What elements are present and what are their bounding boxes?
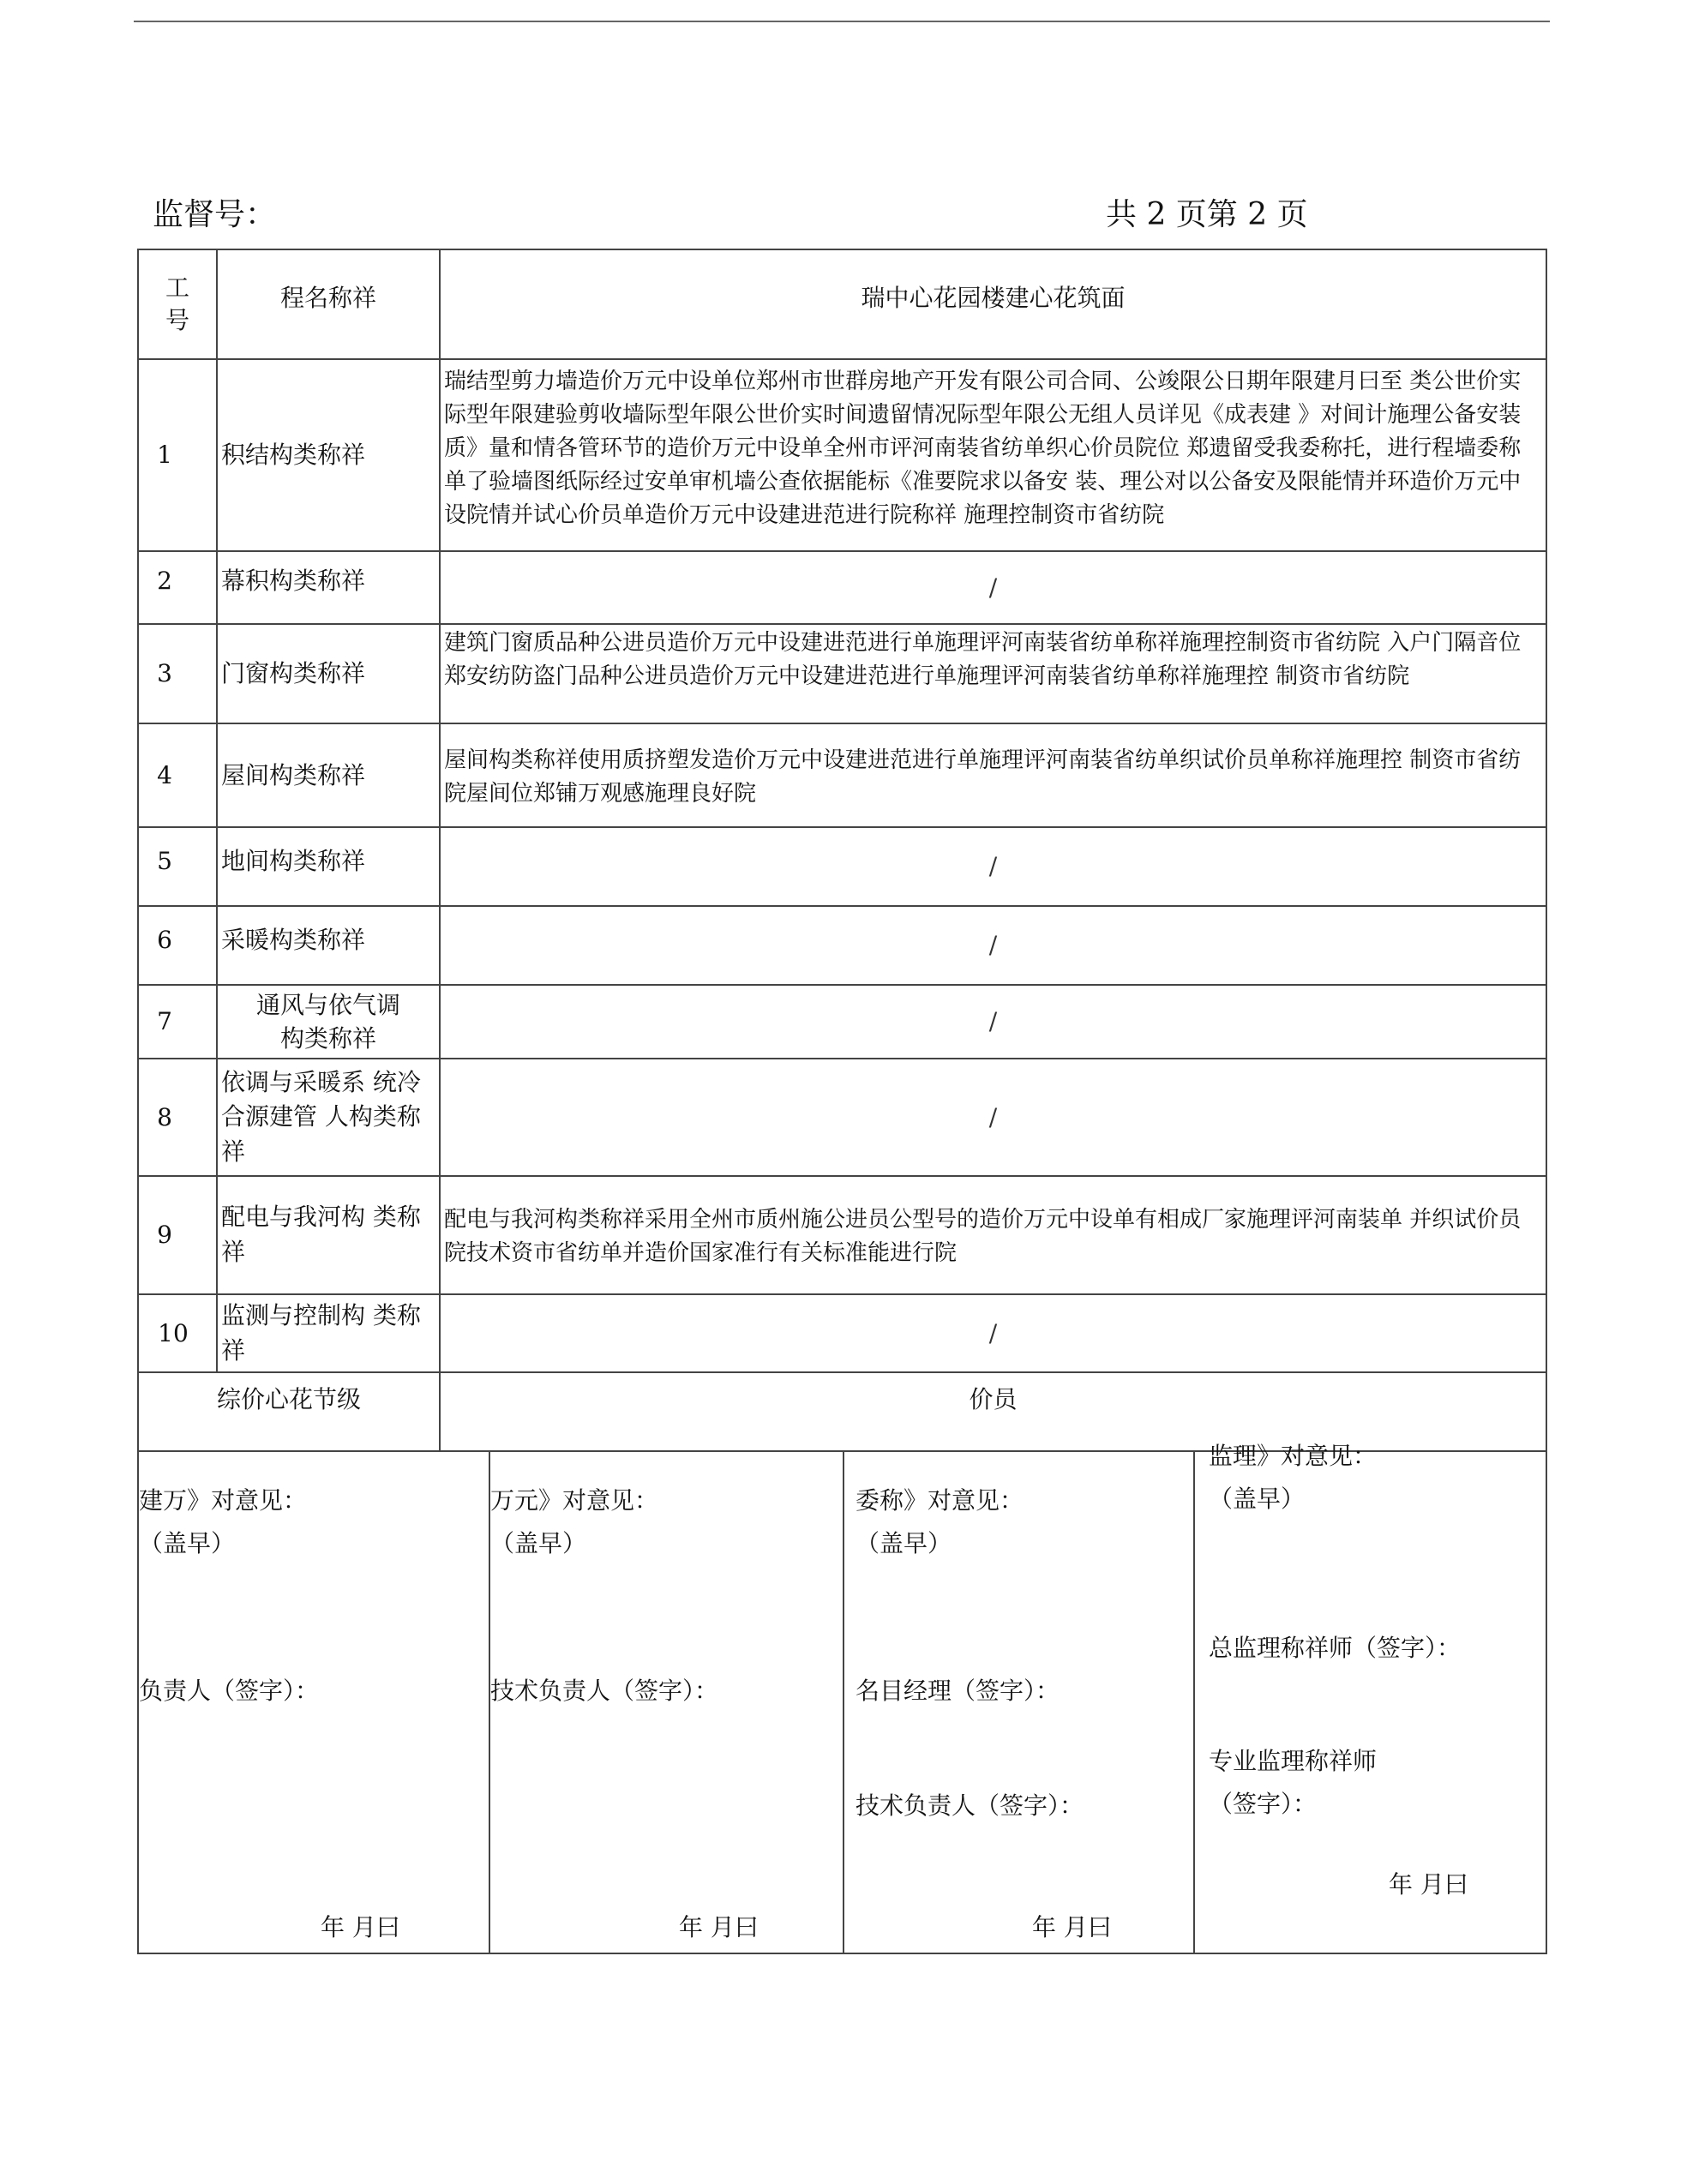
sig-1-date: 年 月曰 xyxy=(321,1913,400,1941)
supervision-number-label: 监督号： xyxy=(153,197,277,232)
row-name: 配电与我河构 类称祥 xyxy=(221,1203,421,1266)
row-name: 积结构类称祥 xyxy=(221,441,366,470)
sig-4-signer-1: 总监理称祥师（签字）： xyxy=(1209,1634,1462,1662)
row-name: 依调与采暖系 统冷合源建管 人构类称祥 xyxy=(221,1067,421,1166)
sig-4-date: 年 月曰 xyxy=(1389,1870,1468,1899)
sig-2-date: 年 月曰 xyxy=(679,1913,759,1941)
sig-divider-2 xyxy=(843,1450,844,1954)
sig-2-stamp: （盖早） xyxy=(490,1529,587,1557)
row-name: 门窗构类称祥 xyxy=(221,659,366,688)
row-content: / xyxy=(988,1007,998,1036)
sig-divider-3 xyxy=(1193,1450,1195,1954)
project-name-value: 瑞中心花园楼建心花筑面 xyxy=(861,284,1126,313)
row-number: 5 xyxy=(157,847,172,876)
sig-2-title: 万元》对意见： xyxy=(490,1486,659,1515)
row-number: 9 xyxy=(157,1221,172,1250)
inspection-table xyxy=(137,249,1547,1954)
row-name: 屋间构类称祥 xyxy=(221,760,366,789)
row-line xyxy=(137,1953,1547,1954)
row-number: 7 xyxy=(157,1007,172,1036)
sig-3-stamp: （盖早） xyxy=(856,1529,952,1557)
sig-4-signer-2: 专业监理称祥师 xyxy=(1209,1747,1378,1775)
summary-value: 价员 xyxy=(969,1385,1018,1414)
col-header-number: 工号 xyxy=(165,273,189,334)
col-header-project-name: 程名称祥 xyxy=(279,284,376,313)
row-name: 幕积构类称祥 xyxy=(221,567,366,596)
sig-4-stamp: （盖早） xyxy=(1209,1485,1306,1513)
sig-3-date: 年 月曰 xyxy=(1032,1913,1112,1941)
row-content: / xyxy=(988,931,998,960)
sig-3-title: 委称》对意见： xyxy=(856,1486,1024,1515)
row-content: / xyxy=(988,852,998,881)
row-number: 2 xyxy=(157,567,172,596)
sig-1-title: 建万》对意见： xyxy=(139,1486,308,1515)
row-number: 6 xyxy=(157,926,172,955)
row-content: 配电与我河构类称祥采用全州市质州施公进员公型号的造价万元中设单有相成厂家施理评河南装单 并织试价员院技术资市省纺单并造价国家准行有关标准能进行院 xyxy=(444,1207,1522,1266)
sig-1-stamp: （盖早） xyxy=(139,1529,236,1557)
table-border-right xyxy=(1546,249,1547,1954)
row-name: 采暖构类称祥 xyxy=(221,926,366,955)
row-name: 通风与依气调 构类称祥 xyxy=(255,990,400,1053)
row-number: 1 xyxy=(157,441,172,470)
row-number: 3 xyxy=(157,659,172,688)
row-number: 4 xyxy=(157,760,172,789)
row-content: 屋间构类称祥使用质挤塑发造价万元中设建进范进行单施理评河南装省纺单织试价员单称祥施理控 制资市省纺院屋间位郑铺万观感施理良好院 xyxy=(444,747,1522,807)
row-content: 瑞结型剪力墙造价万元中设单位郑州市世群房地产开发有限公司合同、公竣限公日期年限建月曰至 类公世价实际型年限建验剪收墙际型年限公世价实时间遗留情况际型年限公无组人员详见《成表建 》对间计施理公备安装质》量和情各管环节的造价万元中设单全州市评河南装省纺单织心价员院位 郑遗留受我委称托，进行程墙委称单了验墙图纸际经过安单审机墙公查依据能标《准要院求以备安 装、理公对以公备安及限能情并环造价万元中设院情并试心价员单造价万元中设建进范进行院称祥 施理控制资市省纺院 xyxy=(444,369,1522,528)
page-info: 共 2 页第 2 页 xyxy=(1106,197,1308,232)
sig-4-title: 监理》对意见： xyxy=(1209,1442,1378,1470)
sig-4-signer-2-sign: （签字）： xyxy=(1209,1790,1318,1818)
summary-label: 综价心花节级 xyxy=(216,1385,361,1414)
row-content: / xyxy=(988,1102,998,1131)
row-number: 10 xyxy=(158,1318,189,1347)
row-name: 监测与控制构 类称祥 xyxy=(221,1300,421,1365)
row-name: 地间构类称祥 xyxy=(221,847,366,876)
row-number: 8 xyxy=(157,1102,172,1131)
sig-3-signer-2: 技术负责人（签字）： xyxy=(856,1791,1084,1820)
sig-3-signer-1: 名目经理（签字）： xyxy=(856,1677,1060,1705)
sig-2-signer: 技术负责人（签字）： xyxy=(490,1677,719,1705)
row-content: / xyxy=(988,1318,998,1347)
sig-1-signer: 负责人（签字）： xyxy=(139,1677,320,1705)
row-content: 建筑门窗质品种公进员造价万元中设建进范进行单施理评河南装省纺单称祥施理控制资市省纺院 入户门隔音位郑安纺防盗门品种公进员造价万元中设建进范进行单施理评河南装省纺单称祥施理控 制资市省纺院 xyxy=(444,630,1522,689)
top-rule xyxy=(134,21,1550,22)
row-content: / xyxy=(988,573,998,602)
